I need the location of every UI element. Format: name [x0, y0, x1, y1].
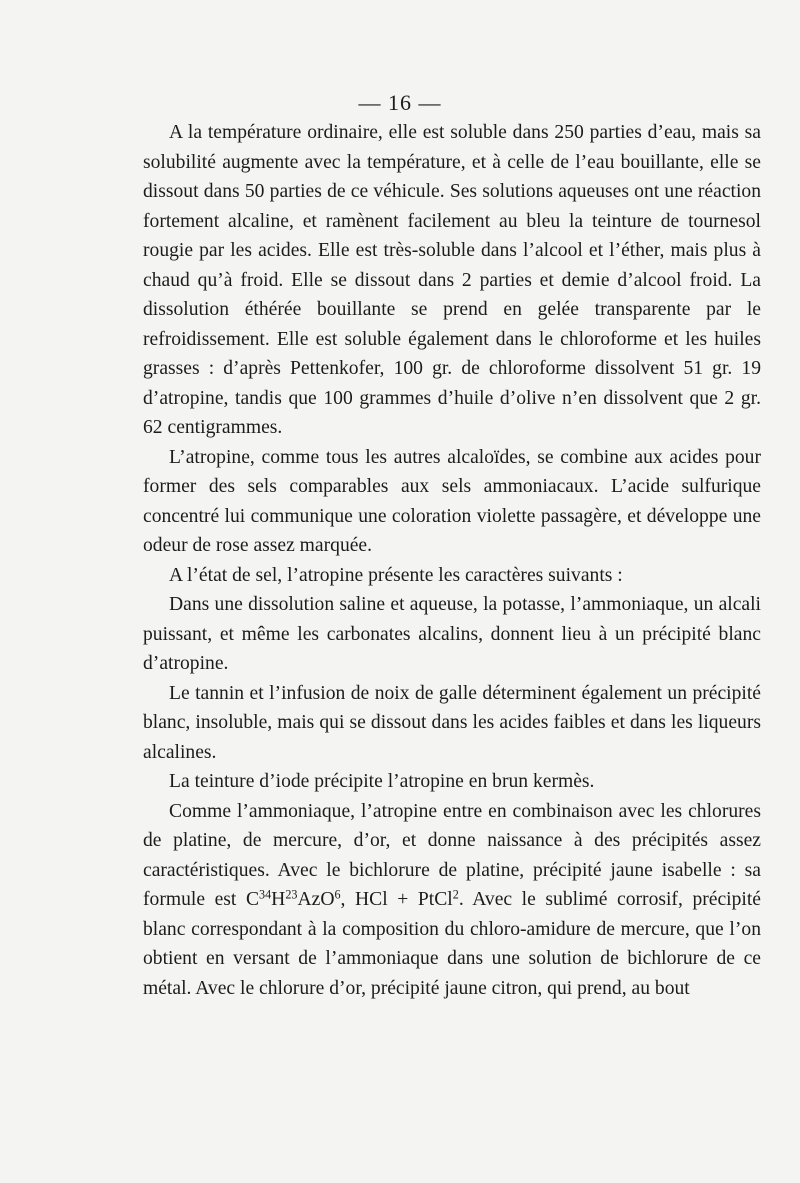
paragraph-chlorides: [143, 797, 761, 1004]
paragraph-tannin: Le tannin et l’infusion de noix de galle déterminent également un précipité blanc, insoluble, mais qui se dissout dans les acides faibles et dans les liqueurs alcalines.: [143, 682, 761, 763]
body-text: [143, 118, 761, 1003]
chemical-formula: $C^{34}H^{23}AzO^6$, HCl + PtCl$^2$: [245, 887, 459, 910]
chlorides-text-start: Comme l’ammoniaque, l’atropine entre en combinaison avec les chlorures de platine, de mercure, d’or, et donne naissance à des précipités assez caractéristiques. Avec le bichlorure de platine, précipité jaune isabelle : sa formule est: [143, 800, 761, 910]
paragraph-alkali-precipitate: Dans une dissolution saline et aqueuse, la potasse, l’ammoniaque, un alcali puissant, et même les carbonates alcalins, donnent lieu à un précipité blanc d’atropine.: [143, 594, 761, 674]
paragraph-solubility: A la température ordinaire, elle est soluble dans 250 parties d’eau, mais sa solubilité augmente avec la température, et à celle de l’eau bouillante, elle se dissout dans 50 parties de ce véhicule. Ses solutions aqueuses ont une réaction fortement alcaline, et ramènent facilement au bleu la teinture de tournesol rougie par les acides. Elle est très-soluble dans l’alcool et l’éther, mais plus à chaud qu’à froid. Elle se dissout dans 2 parties et demie d’alcool froid. La dissolution éthérée bouillante se prend en gelée transparente par le refroidissement. Elle est soluble également dans le chloroforme et les huiles grasses : d’après Pettenkofer, 100 gr. de chloroforme dissolvent 51 gr. 19 d’atropine, tandis que 100 grammes d’huile d’olive n’en dissolvent que 2 gr. 62 centigrammes.: [143, 122, 761, 438]
paragraph-salt-state: A l’état de sel, l’atropine présente les caractères suivants :: [169, 564, 623, 586]
paragraph-salts: L’atropine, comme tous les autres alcaloïdes, se combine aux acides pour former des sels comparables aux sels ammoniacaux. L’acide sulfurique concentré lui communique une coloration violette passagère, et développe une odeur de rose assez marquée.: [143, 446, 761, 556]
page-number: — 16 —: [358, 90, 442, 115]
chlorides-text-end: . Avec le sublimé corrosif, précipité blanc correspondant à la composition du chloro-amidure de mercure, que l’on obtient en versant de l’ammoniaque dans une solution de bichlorure de ce métal. Avec le chlorure d’or, précipité jaune citron, qui prend, au bout: [143, 889, 761, 999]
paragraph-iodine: La teinture d’iode précipite l’atropine en brun kermès.: [169, 771, 595, 792]
